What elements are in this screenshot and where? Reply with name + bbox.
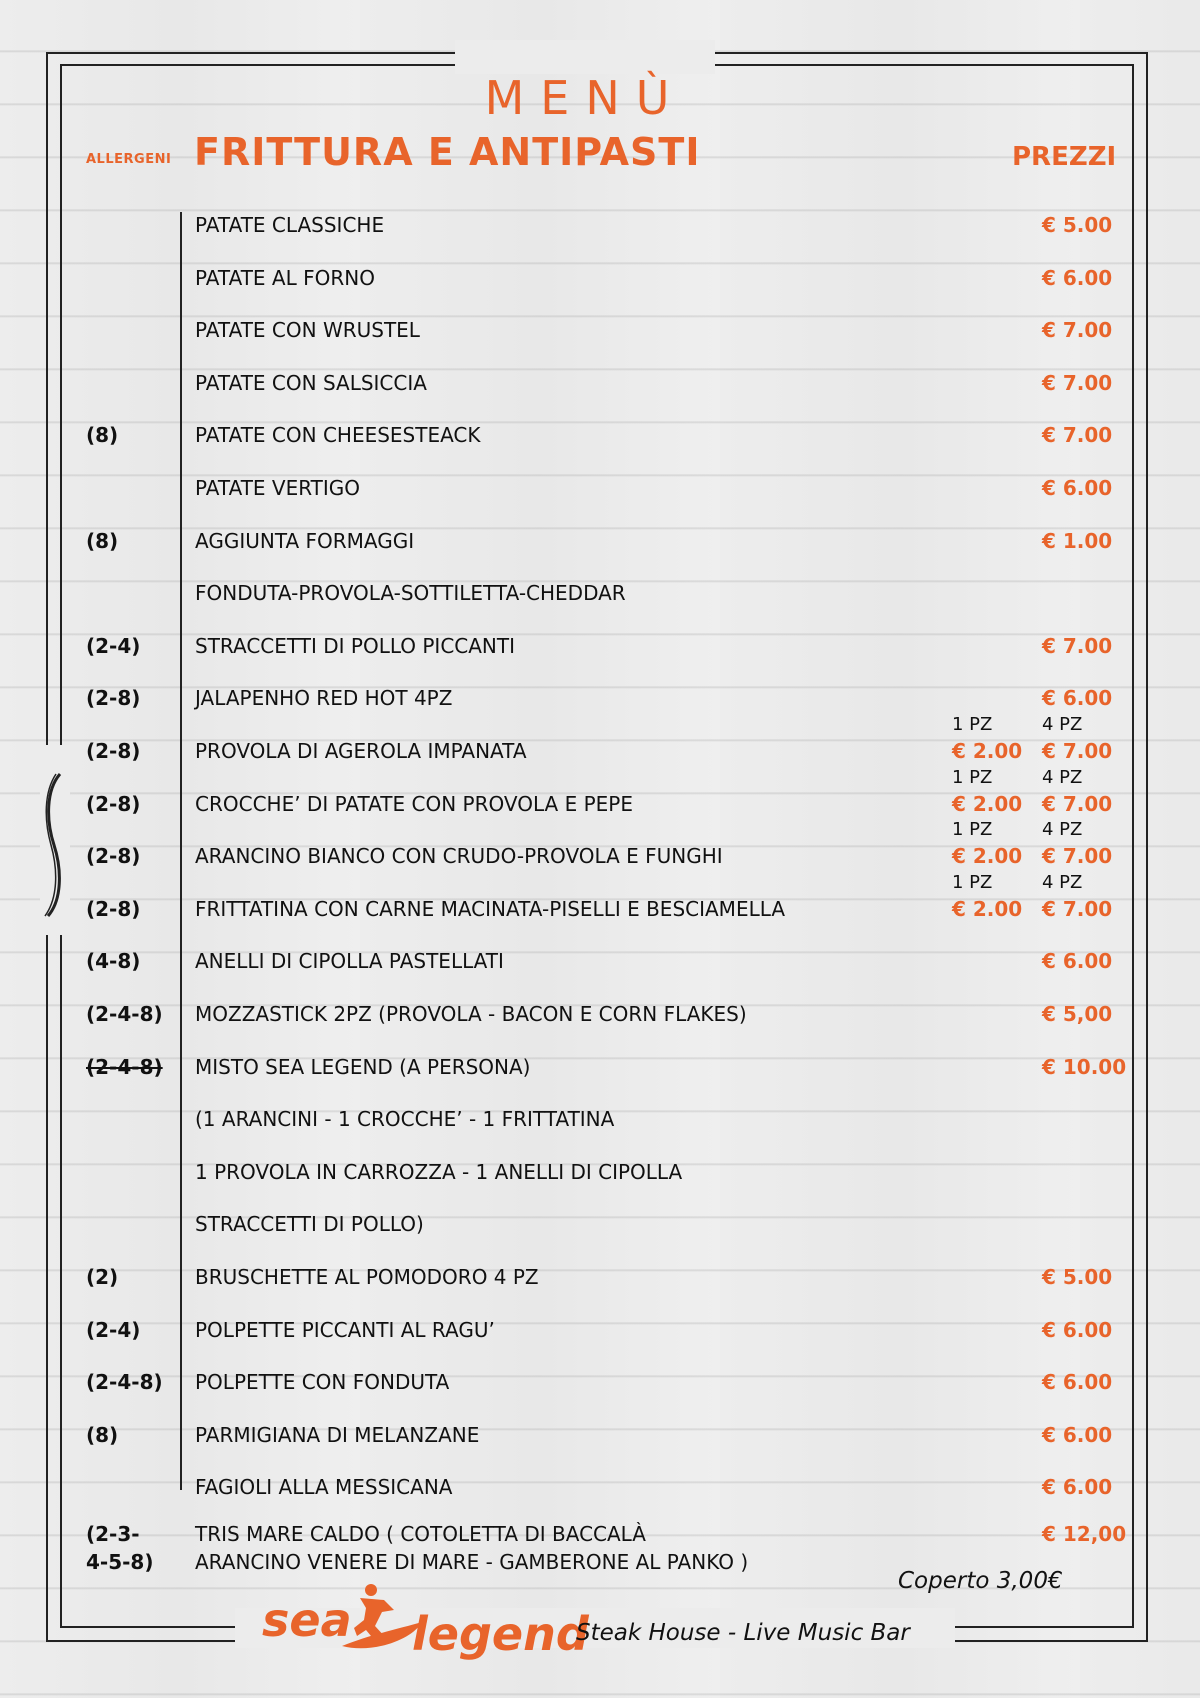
item-name: MOZZASTICK 2PZ (PROVOLA - BACON E CORN FLAKES) xyxy=(195,1002,747,1026)
price-1pz-label: 1 PZ xyxy=(952,871,993,893)
menu-item-row xyxy=(0,1001,1200,1031)
price-1pz: € 2.00 xyxy=(952,896,1023,921)
menu-item-row xyxy=(0,528,1200,558)
price-4pz-label: 4 PZ xyxy=(1042,766,1083,788)
menu-item-row xyxy=(0,422,1200,452)
price-1pz-label: 1 PZ xyxy=(952,819,993,841)
item-name: AGGIUNTA FORMAGGI xyxy=(195,528,415,553)
item-name: MISTO SEA LEGEND (A PERSONA) xyxy=(195,1054,531,1079)
price-1pz: € 2.00 xyxy=(952,844,1023,869)
item-name: ARANCINO BIANCO CON CRUDO-PROVOLA E FUNGHI xyxy=(195,844,723,869)
item-allergens: (4-8) xyxy=(86,949,141,974)
menu-item-row xyxy=(0,370,1200,400)
surfer-icon xyxy=(342,1584,422,1648)
menu-item-row xyxy=(0,317,1200,347)
item-price: € 6.00 xyxy=(1042,1370,1113,1395)
menu-item-row xyxy=(0,948,1200,978)
allergeni-column-label: ALLERGENI xyxy=(86,152,172,167)
item-name: PARMIGIANA DI MELANZANE xyxy=(195,1422,480,1447)
item-price: € 5.00 xyxy=(1042,213,1113,237)
menu-item-row xyxy=(0,685,1200,715)
item-name: BRUSCHETTE AL POMODORO 4 PZ xyxy=(195,1265,539,1289)
item-name: FONDUTA-PROVOLA-SOTTILETTA-CHEDDAR xyxy=(195,581,626,606)
menu-item-row xyxy=(0,1422,1200,1452)
menu-item-row xyxy=(0,265,1200,295)
menu-item-row xyxy=(0,714,1200,768)
item-price: € 7.00 xyxy=(1042,318,1113,343)
price-1pz-label: 1 PZ xyxy=(952,714,993,735)
item-name: FAGIOLI ALLA MESSICANA xyxy=(195,1475,453,1500)
price-4pz: € 7.00 xyxy=(1042,844,1113,869)
price-4pz: € 7.00 xyxy=(1042,739,1113,763)
menu-item-row xyxy=(0,1159,1200,1189)
item-allergens: (2) xyxy=(86,1265,119,1289)
page-title: MENÙ xyxy=(484,70,686,125)
item-name: STRACCETTI DI POLLO PICCANTI xyxy=(195,633,516,658)
menu-item-row xyxy=(0,766,1200,821)
tagline: Steak House - Live Music Bar xyxy=(576,1620,910,1646)
item-price: € 5,00 xyxy=(1042,1002,1113,1026)
item-allergens: (2-8) xyxy=(86,844,141,869)
item-allergens: (8) xyxy=(86,1422,119,1447)
item-price: € 6.00 xyxy=(1042,1317,1113,1342)
item-allergens: (8) xyxy=(86,423,119,448)
price-4pz: € 7.00 xyxy=(1042,896,1113,921)
item-price: € 6.00 xyxy=(1042,1475,1113,1500)
item-allergens: (2-4) xyxy=(86,1317,141,1342)
menu-item-row xyxy=(0,633,1200,663)
item-price: € 7.00 xyxy=(1042,423,1113,448)
menu-item-row xyxy=(0,819,1200,873)
prezzi-column-label: PREZZI xyxy=(1012,142,1117,172)
menu-item-row xyxy=(0,871,1200,926)
menu-item-row xyxy=(0,1369,1200,1399)
item-price: € 7.00 xyxy=(1042,633,1113,658)
item-price: € 6.00 xyxy=(1042,476,1113,500)
price-1pz: € 2.00 xyxy=(952,739,1023,763)
item-allergens: (2-8) xyxy=(86,686,141,711)
item-name: PATATE CLASSICHE xyxy=(195,213,385,237)
item-price: € 10.00 xyxy=(1042,1054,1127,1079)
item-name: JALAPENHO RED HOT 4PZ xyxy=(195,686,453,711)
price-1pz-label: 1 PZ xyxy=(952,766,993,788)
item-allergens: (2-8) xyxy=(86,791,141,816)
title-frame-gap xyxy=(455,40,715,74)
logo-text-right: legend xyxy=(412,1607,589,1661)
item-name: PATATE CON SALSICCIA xyxy=(195,370,427,395)
tris-price: € 12,00 xyxy=(1042,1522,1127,1546)
item-name: PATATE AL FORNO xyxy=(195,265,375,290)
menu-item-row xyxy=(0,1317,1200,1347)
item-name: ANELLI DI CIPOLLA PASTELLATI xyxy=(195,949,504,974)
coperto-note: Coperto 3,00€ xyxy=(898,1568,1063,1594)
section-title: FRITTURA E ANTIPASTI xyxy=(194,130,701,174)
item-price: € 5.00 xyxy=(1042,1265,1113,1289)
sea-legend-logo xyxy=(262,1580,589,1666)
item-name: STRACCETTI DI POLLO) xyxy=(195,1212,424,1237)
price-4pz-label: 4 PZ xyxy=(1042,714,1083,735)
item-price: € 6.00 xyxy=(1042,1422,1113,1447)
item-name: PATATE VERTIGO xyxy=(195,476,361,500)
item-name: (1 ARANCINI - 1 CROCCHE’ - 1 FRITTATINA xyxy=(195,1107,615,1132)
item-allergens: (8) xyxy=(86,528,119,553)
menu-item-row xyxy=(0,1211,1200,1241)
menu-item-row xyxy=(0,475,1200,505)
menu-item-row xyxy=(0,1054,1200,1084)
item-name: PATATE CON CHEESESTEACK xyxy=(195,423,481,448)
item-allergens: (2-4) xyxy=(86,633,141,658)
menu-item-row xyxy=(0,580,1200,610)
item-allergens: (2-8) xyxy=(86,739,141,763)
item-price: € 6.00 xyxy=(1042,265,1113,290)
menu-item-row xyxy=(0,212,1200,242)
tris-name: TRIS MARE CALDO ( COTOLETTA DI BACCALÀ ARANCINO VENERE DI MARE - GAMBERONE AL PANKO ) xyxy=(195,1522,749,1574)
logo-text-left: sea xyxy=(262,1593,352,1647)
price-4pz-label: 4 PZ xyxy=(1042,871,1083,893)
item-allergens: (2-4-8) xyxy=(86,1370,163,1395)
menu-item-row xyxy=(0,1106,1200,1136)
item-allergens: (2-4-8) xyxy=(86,1002,163,1026)
item-name: FRITTATINA CON CARNE MACINATA-PISELLI E BESCIAMELLA xyxy=(195,896,785,921)
item-name: POLPETTE CON FONDUTA xyxy=(195,1370,450,1395)
price-1pz: € 2.00 xyxy=(952,791,1023,816)
item-name: POLPETTE PICCANTI AL RAGU’ xyxy=(195,1317,495,1342)
item-name: PATATE CON WRUSTEL xyxy=(195,318,420,343)
price-4pz: € 7.00 xyxy=(1042,791,1113,816)
menu-item-row xyxy=(0,1264,1200,1294)
price-4pz-label: 4 PZ xyxy=(1042,819,1083,841)
item-allergens: (2-8) xyxy=(86,896,141,921)
item-price: € 6.00 xyxy=(1042,949,1113,974)
item-name: 1 PROVOLA IN CARROZZA - 1 ANELLI DI CIPOLLA xyxy=(195,1159,683,1184)
item-price: € 6.00 xyxy=(1042,686,1113,711)
item-name: CROCCHE’ DI PATATE CON PROVOLA E PEPE xyxy=(195,791,633,816)
menu-item-row xyxy=(0,1474,1200,1504)
item-name: PROVOLA DI AGEROLA IMPANATA xyxy=(195,739,527,763)
tris-allergens: (2-3- 4-5-8) xyxy=(86,1522,154,1574)
item-price: € 1.00 xyxy=(1042,528,1113,553)
item-price: € 7.00 xyxy=(1042,370,1113,395)
item-allergens: (2-4-8) xyxy=(86,1054,163,1079)
